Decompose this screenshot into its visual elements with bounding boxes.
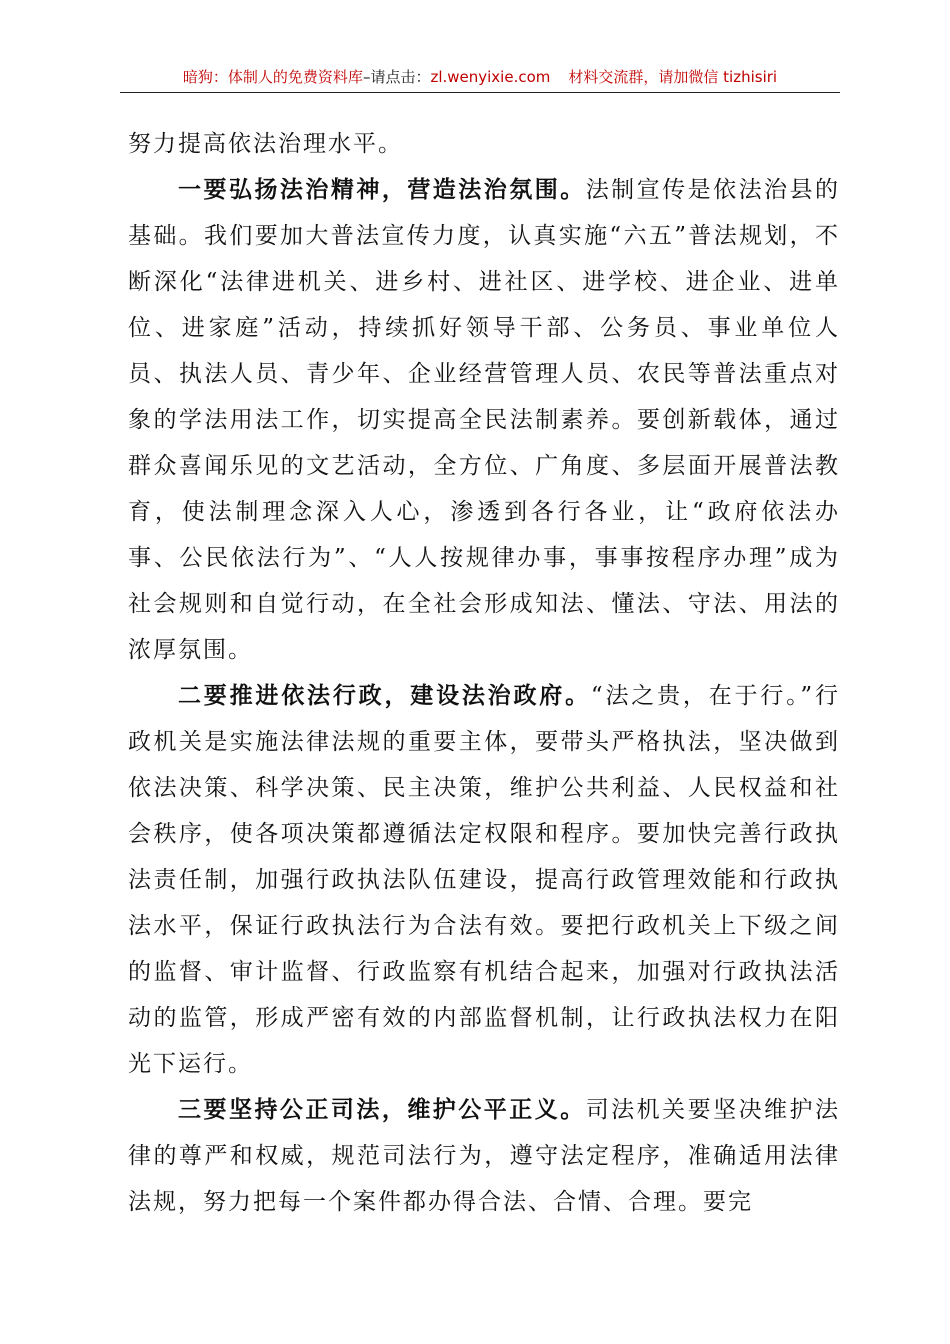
document-body (128, 121, 840, 1225)
header-site-name: 暗狗：体制人的免费资料库 (182, 68, 363, 86)
header-click-prefix: –请点击： (362, 68, 431, 86)
header-url-link[interactable]: zl.wenyixie.com (430, 68, 551, 86)
paragraph-heading: 一要弘扬法治精神，营造法治氛围。 (178, 176, 586, 203)
paragraph-text: “法之贵，在于行。”行政机关是实施法律法规的重要主体，要带头严格执法，坚决做到依法决策、科学决策、民主决策，维护公共利益、人民权益和社会秩序，使各项决策都遵循法定权限和程序。要加快完善行政执法责任制，加强行政执法队伍建设，提高行政管理效能和行政执法水平，保证行政执法行为合法有效。要把行政机关上下级之间的监督、审计监督、行政监察有机结合起来，加强对行政执法活动的监管，形成严密有效的内部监督机制，让行政执法权力在阳光下运行。 (128, 683, 840, 1077)
header-divider (120, 92, 840, 93)
page-header (120, 66, 840, 88)
paragraph-text: 司法机关要坚决维护法律的尊严和权威，规范司法行为，遵守法定程序，准确适用法律法规，努力把每一个案件都办得合法、合情、合理。要完 (128, 1097, 841, 1215)
header-contact: 材料交流群，请加微信 tizhisiri (568, 68, 778, 86)
paragraph-section-2 (128, 673, 840, 1087)
paragraph-text: 法制宣传是依法治县的基础。我们要加大普法宣传力度，认真实施“六五”普法规划，不断深化“法律进机关、进乡村、进社区、进学校、进企业、进单位、进家庭”活动，持续抓好领导干部、公务员、事业单位人员、执法人员、青少年、企业经营管理人员、农民等普法重点对象的学法用法工作，切实提高全民法制素养。要创新载体，通过群众喜闻乐见的文艺活动，全方位、广角度、多层面开展普法教育，使法制理念深入人心，渗透到各行各业，让“政府依法办事、公民依法行为”、“人人按规律办事，事事按程序办理”成为社会规则和自觉行动，在全社会形成知法、懂法、守法、用法的浓厚氛围。 (128, 177, 841, 663)
paragraph-continuation (128, 121, 840, 167)
paragraph-heading: 二要推进依法行政，建设法治政府。 (178, 682, 591, 709)
paragraph-section-3 (128, 1087, 840, 1225)
paragraph-heading: 三要坚持公正司法，维护公平正义。 (178, 1096, 586, 1123)
paragraph-text: 努力提高依法治理水平。 (128, 131, 403, 157)
paragraph-section-1 (128, 167, 840, 673)
